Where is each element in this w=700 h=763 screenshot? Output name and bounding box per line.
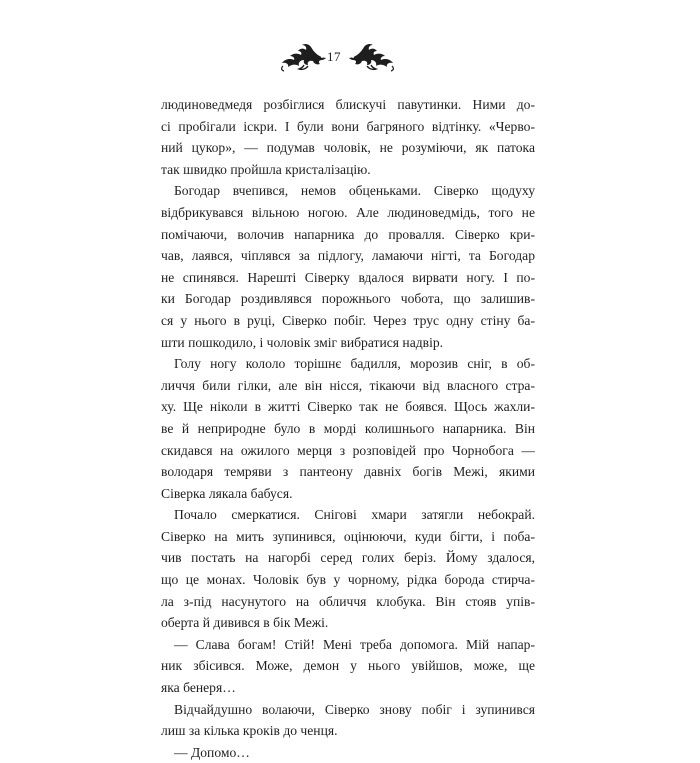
text-line: що це монах. Чоловік був у чорному, рідка борода стирча- bbox=[161, 572, 535, 588]
text-line: оберта й дивився в бік Межі. bbox=[161, 615, 329, 631]
text-line: шти пошкодило, і чоловік зміг вибратися надвір. bbox=[161, 334, 444, 350]
text-line: ве й неприродне було в морді колишнього напарника. Він bbox=[161, 420, 535, 436]
body-text bbox=[161, 94, 535, 763]
text-line: ла з-під насунутого на обличчя клобука. Він стояв упів- bbox=[161, 593, 535, 609]
text-line: лиш за кілька кроків до ченця. bbox=[161, 723, 338, 739]
text-line: ся у нього в руці, Сіверко побіг. Через трус одну стіну ба- bbox=[161, 312, 535, 328]
text-line: Відчайдушно волаючи, Сіверко знову побіг і зупинився bbox=[174, 701, 535, 717]
text-line: ник збісився. Може, демон у нього увійшов, може, ще bbox=[161, 658, 535, 674]
text-line: Почало смеркатися. Снігові хмари затягли небокрай. bbox=[174, 507, 535, 523]
dragon-ornament-left-icon bbox=[278, 40, 328, 72]
paragraph bbox=[161, 353, 535, 504]
text-line: скидався на ожилого мерця з розповідей про Чорнобога — bbox=[161, 442, 535, 458]
text-line: так швидко пройшла кристалізацію. bbox=[161, 161, 371, 177]
text-line: Сіверка лякала бабуся. bbox=[161, 485, 293, 501]
text-line: — Слава богам! Стій! Мені треба допомога. Мій напар- bbox=[174, 636, 535, 652]
text-line: чив постать на нагорбі серед голих беріз. Йому здалося, bbox=[161, 550, 535, 566]
text-line: ки Богодар роздивлявся порожнього чобота, що залишив- bbox=[161, 291, 535, 307]
text-line: не спинявся. Нарешті Сіверку вдалося вирвати ногу. І по- bbox=[161, 269, 535, 285]
paragraph bbox=[161, 504, 535, 634]
text-line: Сіверко на мить зупинився, оцінюючи, куди бігти, і поба- bbox=[161, 528, 535, 544]
dragon-ornament-right-icon bbox=[347, 40, 397, 72]
text-line: личчя били гілки, але він нісся, тікаючи від власного стра- bbox=[161, 377, 535, 393]
paragraph bbox=[161, 699, 535, 742]
text-line: Голу ногу кололо торішнє бадилля, морозив сніг, в об- bbox=[174, 356, 535, 372]
text-line: — Допомо… bbox=[174, 744, 250, 760]
text-line: ний цукор», — подумав чоловік, не розуміючи, як патока bbox=[161, 140, 535, 156]
text-line: володаря темряви з пантеону давніх богів Межі, якими bbox=[161, 464, 535, 480]
text-line: сі пробігали іскри. І були вони багряного відтінку. «Черво- bbox=[161, 118, 535, 134]
paragraph bbox=[161, 634, 535, 699]
text-line: яка бенеря… bbox=[161, 680, 236, 696]
page-header bbox=[0, 40, 700, 80]
text-line: помічаючи, волочив напарника до провалля. Сіверко кри- bbox=[161, 226, 535, 242]
text-line: ху. Ще ніколи в житті Сіверко так не боявся. Щось жахли- bbox=[161, 399, 535, 415]
page-number: 17 bbox=[327, 49, 341, 64]
paragraph bbox=[161, 94, 535, 180]
paragraph bbox=[161, 742, 535, 763]
text-line: людиноведмедя розбіглися блискучі павутинки. Ними до- bbox=[161, 97, 535, 112]
text-line: відбрикувався вільною ногою. Але людиноведмідь, того не bbox=[161, 204, 535, 220]
text-line: чав, лаявся, чіплявся за підлогу, ламаючи нігті, та Богодар bbox=[161, 248, 535, 264]
paragraph bbox=[161, 180, 535, 353]
text-line: Богодар вчепився, немов обценьками. Сіверко щодуху bbox=[174, 183, 535, 199]
